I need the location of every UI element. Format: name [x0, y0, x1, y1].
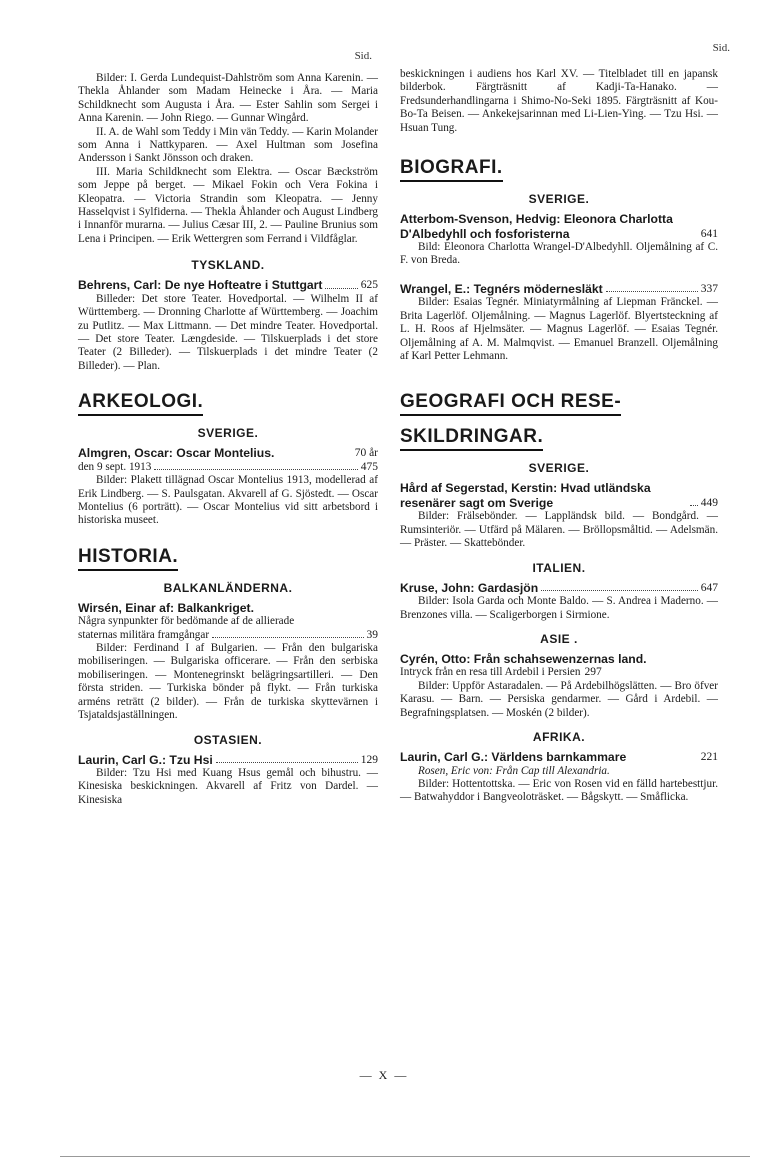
heading-afrika: AFRIKA. [532, 730, 586, 745]
leader-dots [216, 762, 358, 763]
leader-dots [690, 505, 698, 506]
entry-description: Bilder: Hottentottska. — Eric von Rosen vid en fälld hartebesttjur. — Batwahyddor i Bangveoloträsket. — Bågskytt. — Småflicka. [400, 777, 718, 804]
entry-description: Bilder: Uppför Astaradalen. — På Ardebilhögslätten. — Bro öfver Karasu. — Barn. — Persiska gendarmer. — Gård i Ardebil. — Begrafningsplatsen. — Moskén (2 bilder). [400, 679, 718, 719]
entry-title [400, 581, 718, 596]
entry-title [78, 601, 378, 616]
entry-behrens [78, 278, 378, 373]
heading-sverige: SVERIGE. [528, 461, 590, 476]
entry-title-text: Almgren, Oscar: Oscar Montelius. [78, 446, 275, 461]
entry-description: Bilder: Frälsebönder. — Lappländsk bild. — Bondgård. — Rumsinteriör. — Utfärd på Mälaren. — Bröllopsmåltid. — Adelsmän. — Präster. — Skattebönder. [400, 510, 718, 550]
leader-dots [606, 291, 698, 292]
left-column [78, 50, 378, 817]
page-number: 475 [360, 460, 378, 473]
leader-dots [541, 590, 698, 591]
heading-italien: ITALIEN. [532, 560, 586, 575]
page-number: 337 [700, 282, 718, 295]
entry-subtitle-line [78, 629, 378, 642]
intro-text-2: II. A. de Wahl som Teddy i Min vän Teddy. — Karin Molander som Anna i Nattkyparen. — Axel Hultman som Josefina Andersson i Sankt Jönsson och draken. [78, 125, 378, 165]
entry-description: Bild: Eleonora Charlotta Wrangel-D'Albedyhll. Oljemålning af C. F. von Breda. [400, 241, 718, 267]
page-number: 647 [700, 581, 718, 594]
entry-title [400, 750, 718, 765]
entry-subtitle: Några synpunkter för bedömande af de allierade [78, 615, 295, 628]
entry-title [400, 212, 718, 241]
entry-cyren [400, 652, 718, 720]
entry-title [400, 282, 718, 297]
section-geografi-line1: GEOGRAFI OCH RESE- [400, 391, 621, 416]
page-number: 129 [360, 753, 378, 766]
entry-title-text: Behrens, Carl: De nye Hofteatre i Stuttgart [78, 278, 323, 293]
bottom-rule [60, 1156, 750, 1157]
page-number: 641 [700, 227, 718, 240]
page-label-left: Sid. [354, 50, 372, 62]
entry-description: Bilder: Tzu Hsi med Kuang Hsus gemål och bihustru. — Kinesiska beskickningen. Akvarell af Fritz von Dardel. — Kinesiska [78, 767, 378, 806]
entry-title [78, 278, 378, 293]
intro-text-3: III. Maria Schildknecht som Elektra. — Oscar Bæckström som Jeppe på berget. — Mikael Fokin och Vera Fokina i Kleopatra. — Victoria Strandin som Kleopatra. — Jenny Hasselqvist i Sylfiderna. — Thekla Åhlander och August Lindberg i Innanför murarna. — Julius Cæsar III, 2. — Pauline Brunius som Lena i Principen. — Erik Wettergren som Ferrand i Vildfåglar. [78, 165, 378, 245]
entry-description: Bilder: Isola Garda och Monte Baldo. — S. Andrea i Maderno. — Brenzones villa. — Scaligerborgen i Sirmione. [400, 595, 718, 621]
entry-title-text: Laurin, Carl G.: Tzu Hsi [78, 752, 213, 767]
entry-title-text: Kruse, John: Gardasjön [400, 580, 539, 595]
entry-laurin-varldens [400, 750, 718, 805]
entry-wrangel [400, 282, 718, 364]
leader-dots [212, 637, 363, 638]
leader-dots [154, 469, 357, 470]
page-number: 39 [366, 628, 378, 641]
section-arkeologi: ARKEOLOGI. [78, 391, 203, 416]
entry-atterbom [400, 212, 718, 268]
entry-subtitle: 70 år [354, 447, 378, 460]
heading-sverige: SVERIGE. [528, 192, 590, 207]
right-column [400, 42, 730, 815]
heading-sverige: SVERIGE. [197, 426, 259, 441]
entry-title [400, 481, 718, 510]
entry-subtitle-line [400, 666, 718, 679]
heading-ostasien: OSTASIEN. [193, 732, 263, 747]
continued-text: beskickningen i audiens hos Karl XV. — Titelbladet till en japansk bilderbok. Färgträsnitt af Kadji-Ta-Hanako. — Fredsunderhandlingarna i Shimo-No-Seki 1895. Färgträsnitt af Kou-Bo-Ta Beisen. — Ankekejsarinnan med Li-Lien-Ying. — Tzu Hsi. — Hsuan Tung. [400, 68, 718, 134]
entry-subtitle: Rosen, Eric von: Från Cap till Alexandria. [418, 764, 610, 777]
section-geografi-line2: SKILDRINGAR. [400, 426, 543, 451]
entry-title-text: Cyrén, Otto: Från schahsewenzernas land. [400, 651, 647, 666]
intro-text-1: Bilder: I. Gerda Lundequist-Dahlström som Anna Karenin. — Thekla Åhlander som Madam Heinecke i Åra. — Maria Schildknecht som Augusta i Åra. — Ester Sahlin som Sergei i Anna Karenin. — John Riego. — Gunnar Wingård. [78, 72, 378, 125]
entry-title-text: Atterbom-Svenson, Hedvig: Eleonora Charlotta D'Albedyhll och fosforisterna [400, 212, 673, 241]
page-label-right: Sid. [712, 42, 730, 54]
page-number: 297 [584, 666, 602, 679]
entry-subtitle: staternas militära framgångar [78, 628, 210, 641]
section-historia: HISTORIA. [78, 546, 178, 571]
entry-almgren [78, 446, 378, 528]
entry-description: Bilder: Esaias Tegnér. Miniatyrmålning af Liepman Fränckel. — Brita Lagerlöf. Oljemålning. — Magnus Lagerlöf. Blyertsteckning af L. H. Roos af Hjelmsäter. — Magnus Lagerlöf. — Esaias Tegnér. Oljemålning af A. M. Malmqvist. — Emanuel Branzell. Oljemålning af Karl Petter Lehmann. [400, 296, 718, 362]
entry-kruse [400, 581, 718, 622]
entry-title-text: Wirsén, Einar af: Balkankriget. [78, 600, 254, 615]
section-biografi: BIOGRAFI. [400, 157, 503, 182]
entry-description: Bilder: Plakett tillägnad Oscar Montelius 1913, modellerad af Erik Lindberg. — S. Paulsgatan. Akvarell af G. Sjöstedt. — Oscar Montelius (6 porträtt). — Oscar Montelius vid sitt arbetsbord i historiska museet. [78, 474, 378, 527]
entry-subtitle: Intryck från en resa till Ardebil i Persien [400, 666, 581, 679]
entry-description: Billeder: Det store Teater. Hovedportal. — Wilhelm II af Württemberg. — Dronning Charlotte af Württemberg. — Joachim zu Putlitz. — Max Littmann. — Det mindre Teater. Hovedportal. — Det store Teater. Længdeside. — Tilskuerplads i det store Teater (2 Billeder). — Tilskuerplads i det mindre Teater (2 Billeder). — Plan. [78, 292, 378, 372]
entry-hard [400, 481, 718, 550]
entry-title [400, 652, 718, 667]
entry-title-text: Hård af Segerstad, Kerstin: Hvad utländska resenärer sagt om Sverige [400, 481, 651, 510]
entry-subtitle-line [78, 461, 378, 474]
entry-description: Bilder: Ferdinand I af Bulgarien. — Från den bulgariska mobiliseringen. — Bulgariska officerare. — Från den serbiska mobiliseringen. — Montenegrinskt belägringsartilleri. — Den första striden. — Turkiska bönder på flykt. — Från turkiska arméns reträtt (2 bilder). — Från de turkiska skyttevärnen i Tsjataldsjaställningen. [78, 642, 378, 722]
entry-title [78, 446, 378, 461]
page-number: 221 [700, 751, 718, 764]
entry-title-text: Laurin, Carl G.: Världens barnkammare [400, 750, 627, 765]
heading-tyskland: TYSKLAND. [191, 258, 265, 273]
page-number: 449 [700, 496, 718, 509]
heading-balkan: BALKANLÄNDERNA. [163, 580, 293, 595]
entry-title [78, 753, 378, 768]
entry-subtitle: den 9 sept. 1913 [78, 460, 152, 473]
heading-asie: ASIE . [540, 631, 578, 646]
leader-dots [325, 288, 357, 289]
page-number: 625 [360, 279, 378, 292]
page-footer: — X — [359, 1068, 409, 1082]
entry-title-text: Wrangel, E.: Tegnérs mödernesläkt [400, 281, 603, 296]
entry-laurin-tzu-hsi [78, 753, 378, 808]
entry-wirsen [78, 601, 378, 723]
